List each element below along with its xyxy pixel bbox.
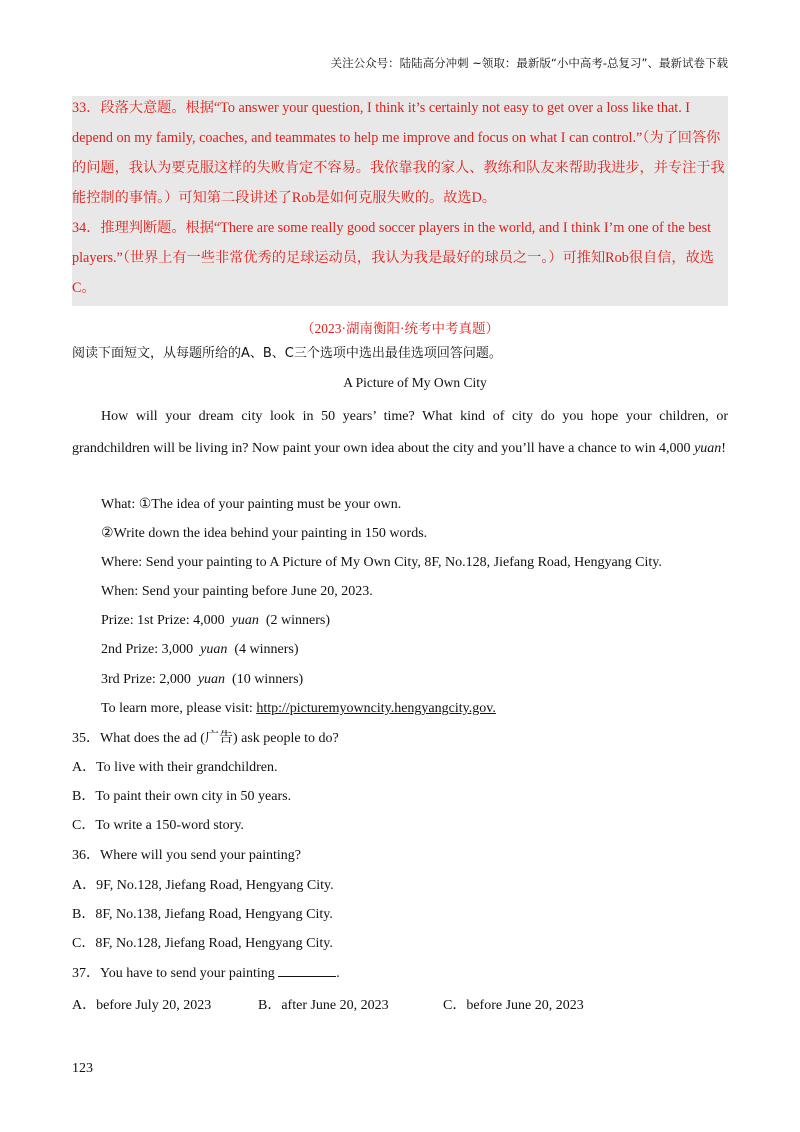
q36-option-c: C．8F, No.128, Jiefang Road, Hengyang City. xyxy=(72,936,333,951)
page-number: 123 xyxy=(72,1061,93,1076)
question-36: 36．Where will you send your painting? xyxy=(72,848,302,863)
answer-explanation xyxy=(72,93,732,303)
rule-where: Where: Send your painting to A Picture of My Own City, 8F, No.128, Jiefang Road, Hengyang City. xyxy=(101,555,662,570)
q35-option-b: B．To paint their own city in 50 years. xyxy=(72,789,292,804)
prize-3rd: 3rd Prize: 2,000 yuan (10 winners) xyxy=(101,672,304,687)
learn-more: To learn more, please visit: http://picturemyowncity.hengyangcity.gov. xyxy=(101,701,496,716)
q37-option-b: B．after June 20, 2023 xyxy=(258,998,389,1013)
prize-2nd: 2nd Prize: 3,000 yuan (4 winners) xyxy=(101,642,299,657)
q37-option-c: C．before June 20, 2023 xyxy=(443,998,584,1013)
answer-34: 34．推理判断题。根据“There are some really good soccer players in the world, and I think I’m one of the best players.”（世界上有一些非常优秀的足球运动员，我认为我是最好的球员之一。）可推知Rob很自信，故选C。 xyxy=(72,220,714,296)
question-35: 35．What does the ad (广告) ask people to do? xyxy=(72,731,339,746)
q35-option-c: C．To write a 150-word story. xyxy=(72,818,244,833)
rule-what-2: ②Write down the idea behind your painting in 150 words. xyxy=(101,526,428,541)
q35-option-a: A．To live with their grandchildren. xyxy=(72,760,278,775)
answer-33: 33．段落大意题。根据“To answer your question, I think it’s certainly not easy to get over a loss like that. I depend on my family, coaches, and teammates to help me improve and focus on what I can control.”（为了回答你的问题，我认为要克服这样的失败肯定不容易。我依靠我的家人、教练和队友来帮助我进步，并专注于我能控制的事情。）可知第二段讲述了Rob是如何克服失败的。故选D。 xyxy=(72,100,725,206)
website-link[interactable]: http://picturemyowncity.hengyangcity.gov. xyxy=(256,701,496,716)
prize-1st: Prize: 1st Prize: 4,000 yuan (2 winners) xyxy=(101,613,331,628)
rule-when: When: Send your painting before June 20, 2023. xyxy=(101,584,373,599)
instruction: 阅读下面短文，从每题所给的A、B、C三个选项中选出最佳选项回答问题。 xyxy=(72,346,502,361)
answer-blank xyxy=(278,964,336,977)
source-label: （2023·湖南衡阳·统考中考真题） xyxy=(301,321,499,336)
rule-what-1: What: ①The idea of your painting must be your own. xyxy=(101,497,402,512)
question-37: 37．You have to send your painting . xyxy=(72,966,340,981)
page-header: 关注公众号：陆陆高分冲刺 ~领取：最新版“小中高考-总复习”、最新试卷下载 xyxy=(330,56,728,70)
passage-title: A Picture of My Own City xyxy=(343,375,487,390)
q37-option-a: A．before July 20, 2023 xyxy=(72,998,212,1013)
q36-option-a: A．9F, No.128, Jiefang Road, Hengyang City. xyxy=(72,878,334,893)
passage-intro: How will your dream city look in 50 years’ time? What kind of city do you hope your children, or grandchildren will be living in? Now paint your own idea about the city and you’ll have a chance to win 4,000 yuan! xyxy=(72,409,728,456)
q36-option-b: B．8F, No.138, Jiefang Road, Hengyang City. xyxy=(72,907,333,922)
